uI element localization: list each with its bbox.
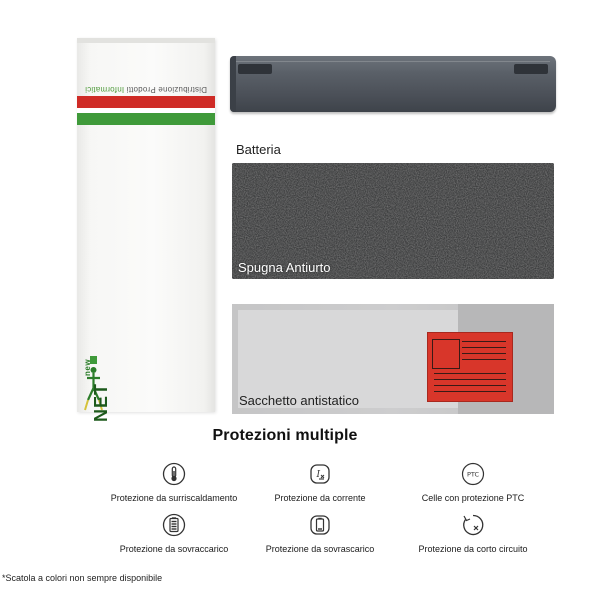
antistatic-bag-image: [232, 304, 554, 414]
label-line: [434, 385, 506, 386]
label-line: [434, 373, 506, 374]
flag-stripe-red: [77, 96, 215, 108]
esd-warning-symbol: [432, 339, 460, 369]
short-circuit-icon: [461, 513, 485, 537]
feature-short-circuit: [383, 513, 563, 563]
battery-slot-right: [514, 64, 548, 74]
battery-caption: Batteria: [236, 142, 281, 157]
box-side-label-accent: Informatici: [85, 85, 125, 94]
box-side-label: [81, 82, 211, 96]
label-line: [434, 391, 506, 392]
feature-label: Protezione da sovraccarico: [119, 544, 229, 554]
feature-label: Celle con protezione PTC: [421, 493, 525, 503]
feature-label: Protezione da corto circuito: [418, 544, 528, 554]
box-top-edge: [77, 38, 215, 43]
feature-label: Protezione da surriscaldamento: [110, 493, 238, 503]
box-side-label-text: Distribuzione Prodotti: [124, 85, 207, 94]
logo-new-text: new: [83, 358, 92, 376]
label-line: [434, 379, 506, 380]
esd-warning-label: [428, 333, 512, 401]
battery-slot-left: [238, 64, 272, 74]
protections-title: Protezioni multiple: [212, 427, 358, 444]
footnote: *Scatola a colori non sempre disponibile: [2, 573, 163, 583]
feature-label: Protezione da sovrascarico: [265, 544, 375, 554]
flag-stripe-green: [77, 113, 215, 125]
ptc-icon-text: PTC: [466, 470, 480, 479]
product-box: [77, 38, 215, 422]
battery-full-icon: [162, 513, 186, 537]
logo-net-text: NET: [91, 383, 111, 422]
foam-caption: Spugna Antiurto: [238, 260, 331, 275]
label-line: [462, 347, 506, 348]
svg-text:I: I: [316, 470, 321, 480]
battery-image: [230, 56, 556, 112]
label-line: [462, 353, 506, 354]
foam-image: [232, 163, 554, 279]
battery-ridge: [236, 61, 550, 62]
feature-ptc: [383, 462, 563, 512]
bag-caption: Sacchetto antistatico: [239, 393, 359, 408]
label-line: [462, 341, 506, 342]
label-line: [462, 359, 506, 360]
battery-end-cap: [230, 56, 236, 112]
battery-low-icon: [308, 513, 332, 537]
thermometer-icon: [162, 462, 186, 486]
ptc-icon: [461, 462, 485, 486]
current-icon: [308, 462, 332, 486]
feature-label: Protezione da corrente: [274, 493, 366, 503]
